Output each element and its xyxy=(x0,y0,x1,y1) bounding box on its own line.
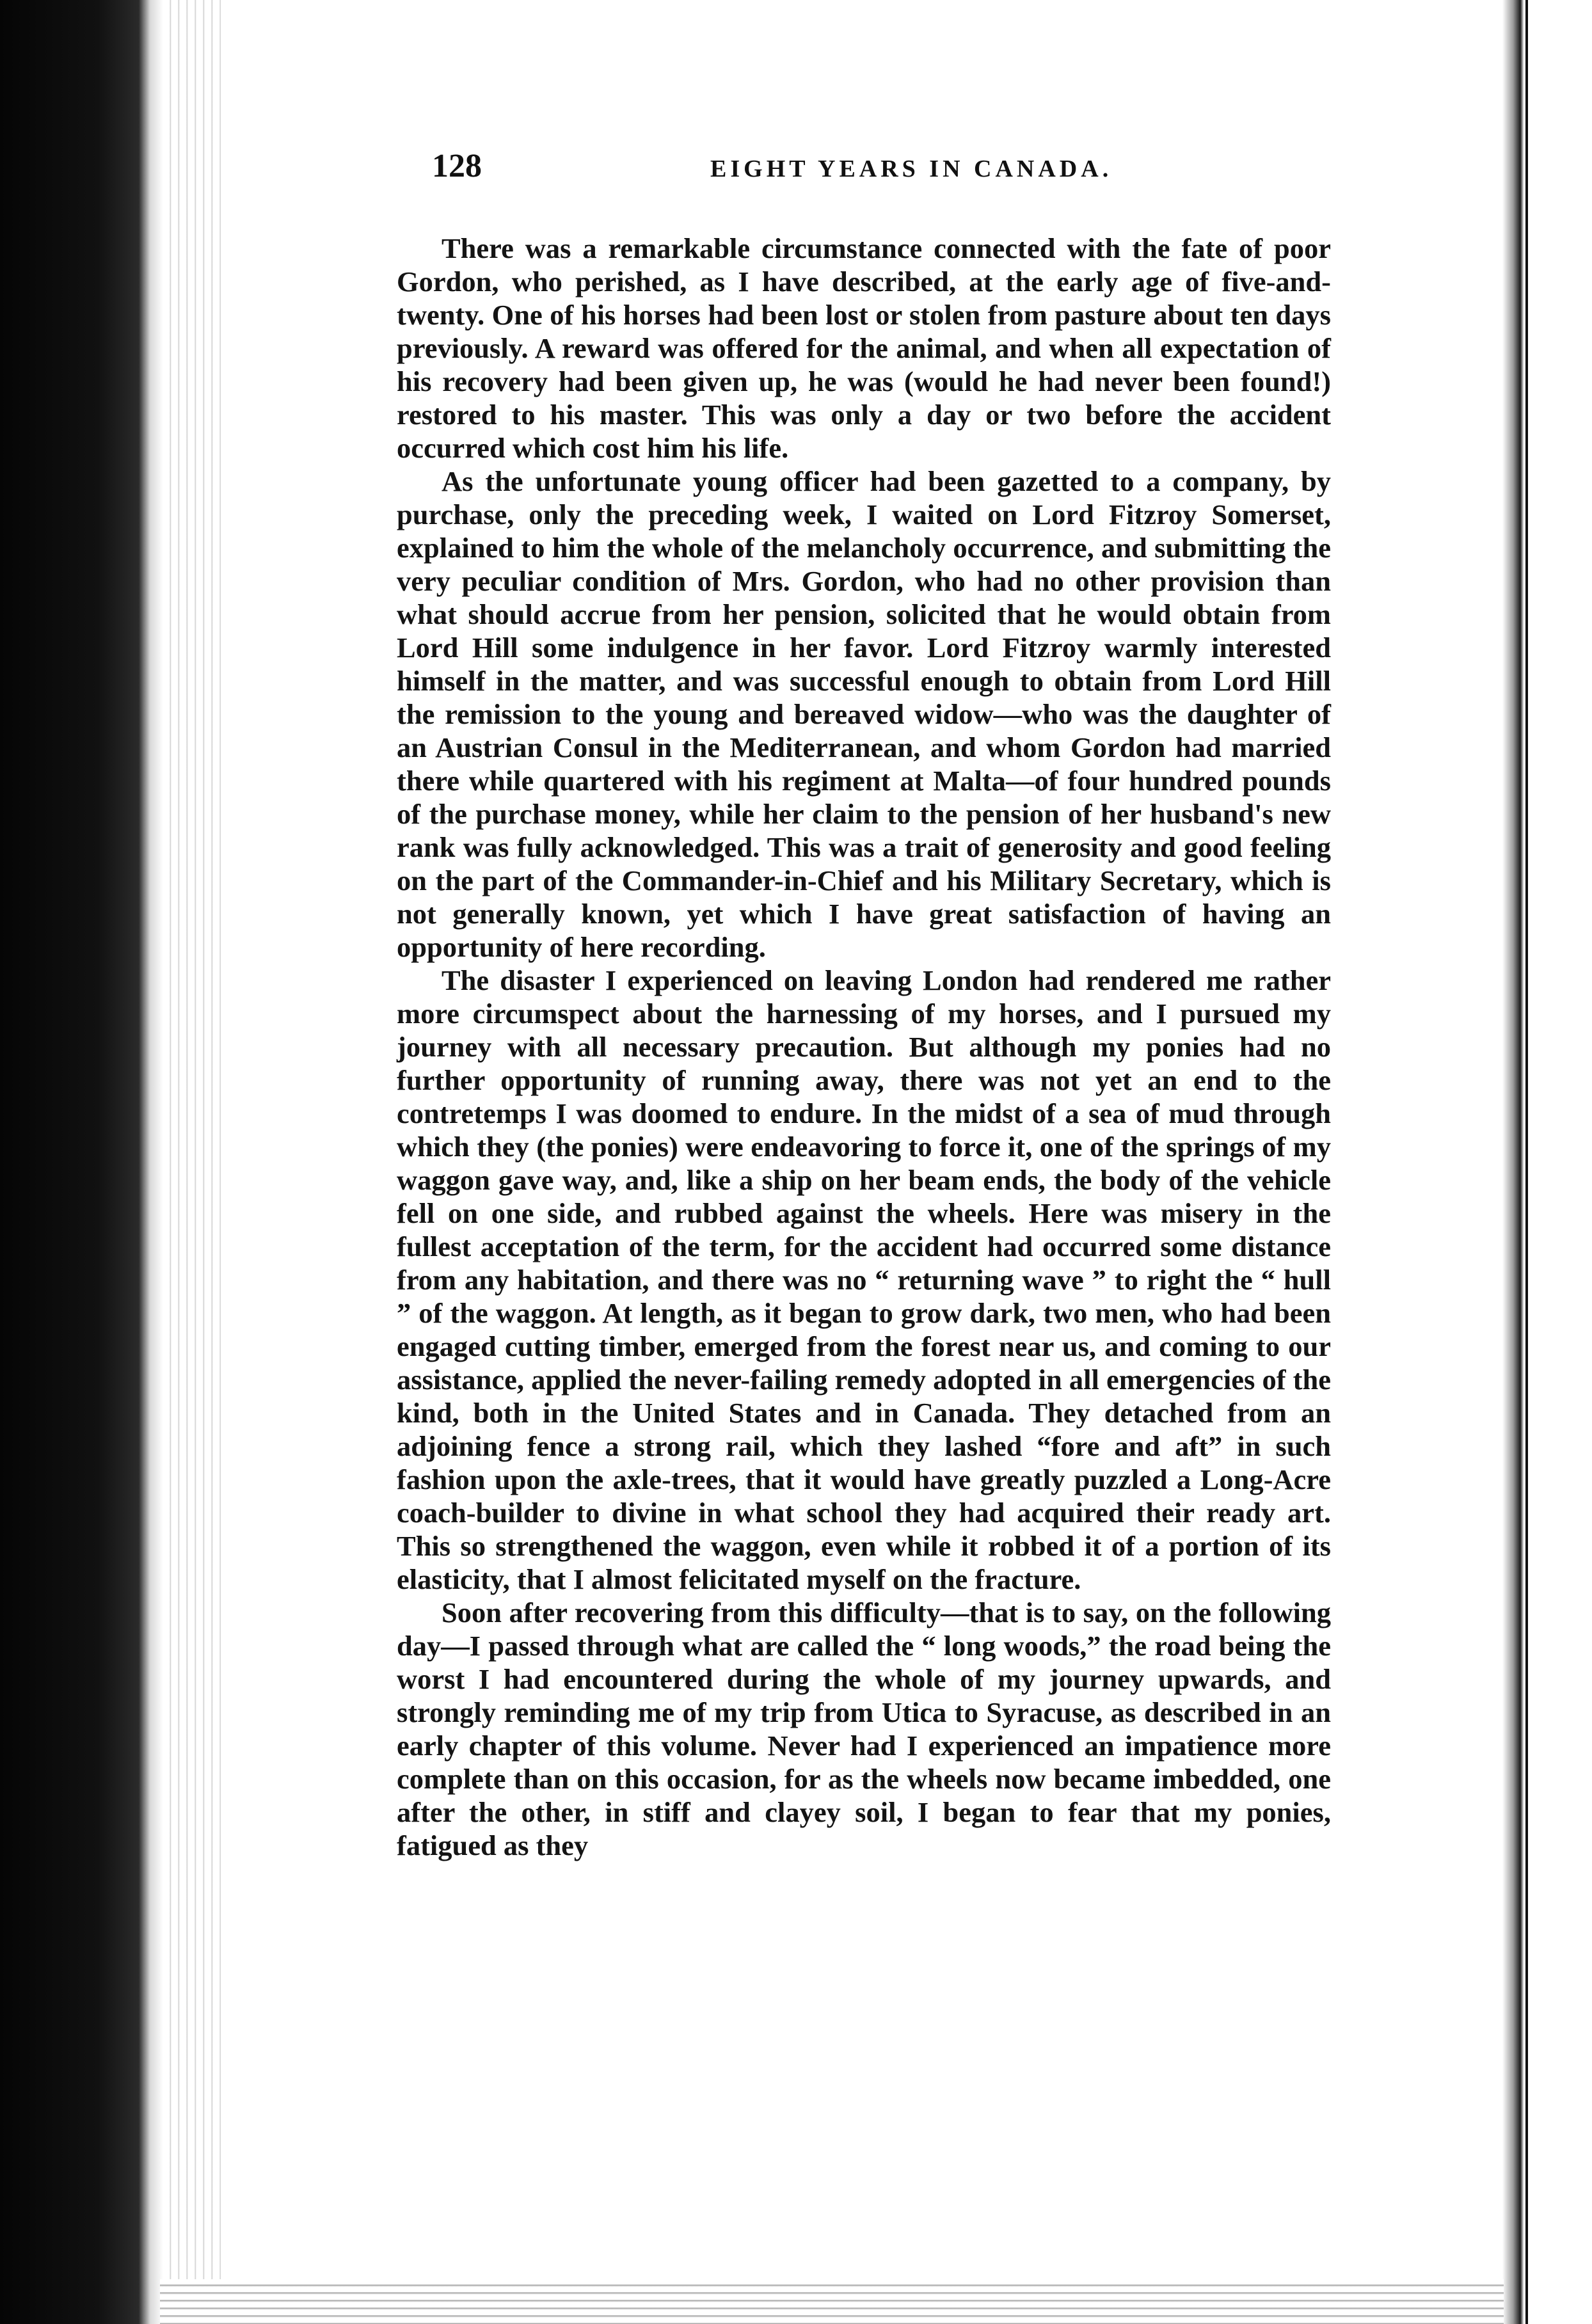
running-title: EIGHT YEARS IN CANADA. xyxy=(710,155,1113,182)
paragraph: There was a remarkable circumstance connected with the fate of poor Gordon, who perished, as I have described, at the early age of five-and-twenty. One of his horses had been lost or stolen from pasture about ten days previously. A reward was offered for the animal, and when all expectation of his recovery had been given up, he was (would he had never been found!) restored to his master. This was only a day or two before the accident occurred which cost him his life. xyxy=(397,232,1331,464)
paragraph: Soon after recovering from this difficulty—that is to say, on the following day—I passed through what are called the “ long woods,” the road being the worst I had encountered during the whole of my journey upwards, and strongly reminding me of my trip from Utica to Syracuse, as described in an early chapter of this volume. Never had I experienced an impatience more complete than on this occasion, for as the wheels now became imbedded, one after the other, in stiff and clayey soil, I began to fear that my ponies, fatigued as they xyxy=(397,1596,1331,1861)
book-spine-shadow xyxy=(0,0,163,2324)
body-text xyxy=(397,232,1331,1862)
page-edge-lines xyxy=(163,0,221,2324)
bottom-page-edge xyxy=(160,2279,1504,2324)
book-page xyxy=(397,147,1331,1862)
right-edge-line xyxy=(1525,0,1528,2324)
paragraph: The disaster I experienced on leaving London had rendered me rather more circumspect about the harnessing of my horses, and I pursued my journey with all necessary precaution. But although my ponies had no further opportunity of running away, there was not yet an end to the contretemps I was doomed to endure. In the midst of a sea of mud through which they (the ponies) were endeavoring to force it, one of the springs of my waggon gave way, and, like a ship on her beam ends, the body of the vehicle fell on one side, and rubbed against the wheels. Here was misery in the fullest acceptation of the term, for the accident had occurred some distance from any habitation, and there was no “ returning wave ” to right the “ hull ” of the waggon. At length, as it began to grow dark, two men, who had been engaged cutting timber, emerged from the forest near us, and coming to our assistance, applied the never-failing remedy adopted in all emergencies of the kind, both in the United States and in Canada. They detached from an adjoining fence a strong rail, which they lashed “fore and aft” in such fashion upon the axle-trees, that it would have greatly puzzled a Long-Acre coach-builder to divine in what school they had acquired their ready art. This so strengthened the waggon, even while it robbed it of a portion of its elasticity, that I almost felicitated myself on the fracture. xyxy=(397,964,1331,1595)
page-number: 128 xyxy=(432,148,482,184)
paragraph: As the unfortunate young officer had been gazetted to a company, by purchase, only the preceding week, I waited on Lord Fitzroy Somerset, explained to him the whole of the melancholy occurrence, and submitting the very peculiar condition of Mrs. Gordon, who had no other provision than what should accrue from her pension, solicited that he would obtain from Lord Hill some indulgence in her favor. Lord Fitzroy warmly interested himself in the matter, and was successful enough to obtain from Lord Hill the remission to the young and bereaved widow—who was the daughter of an Austrian Consul in the Mediterranean, and whom Gordon had married there while quartered with his regiment at Malta—of four hundred pounds of the purchase money, while her claim to the pension of her husband's new rank was fully acknowledged. This was a trait of generosity and good feeling on the part of the Commander-in-Chief and his Military Secretary, which is not generally known, yet which I have great satisfaction of having an opportunity of here recording. xyxy=(397,465,1331,963)
page-header xyxy=(397,147,1331,218)
right-page-edge xyxy=(1502,0,1592,2324)
